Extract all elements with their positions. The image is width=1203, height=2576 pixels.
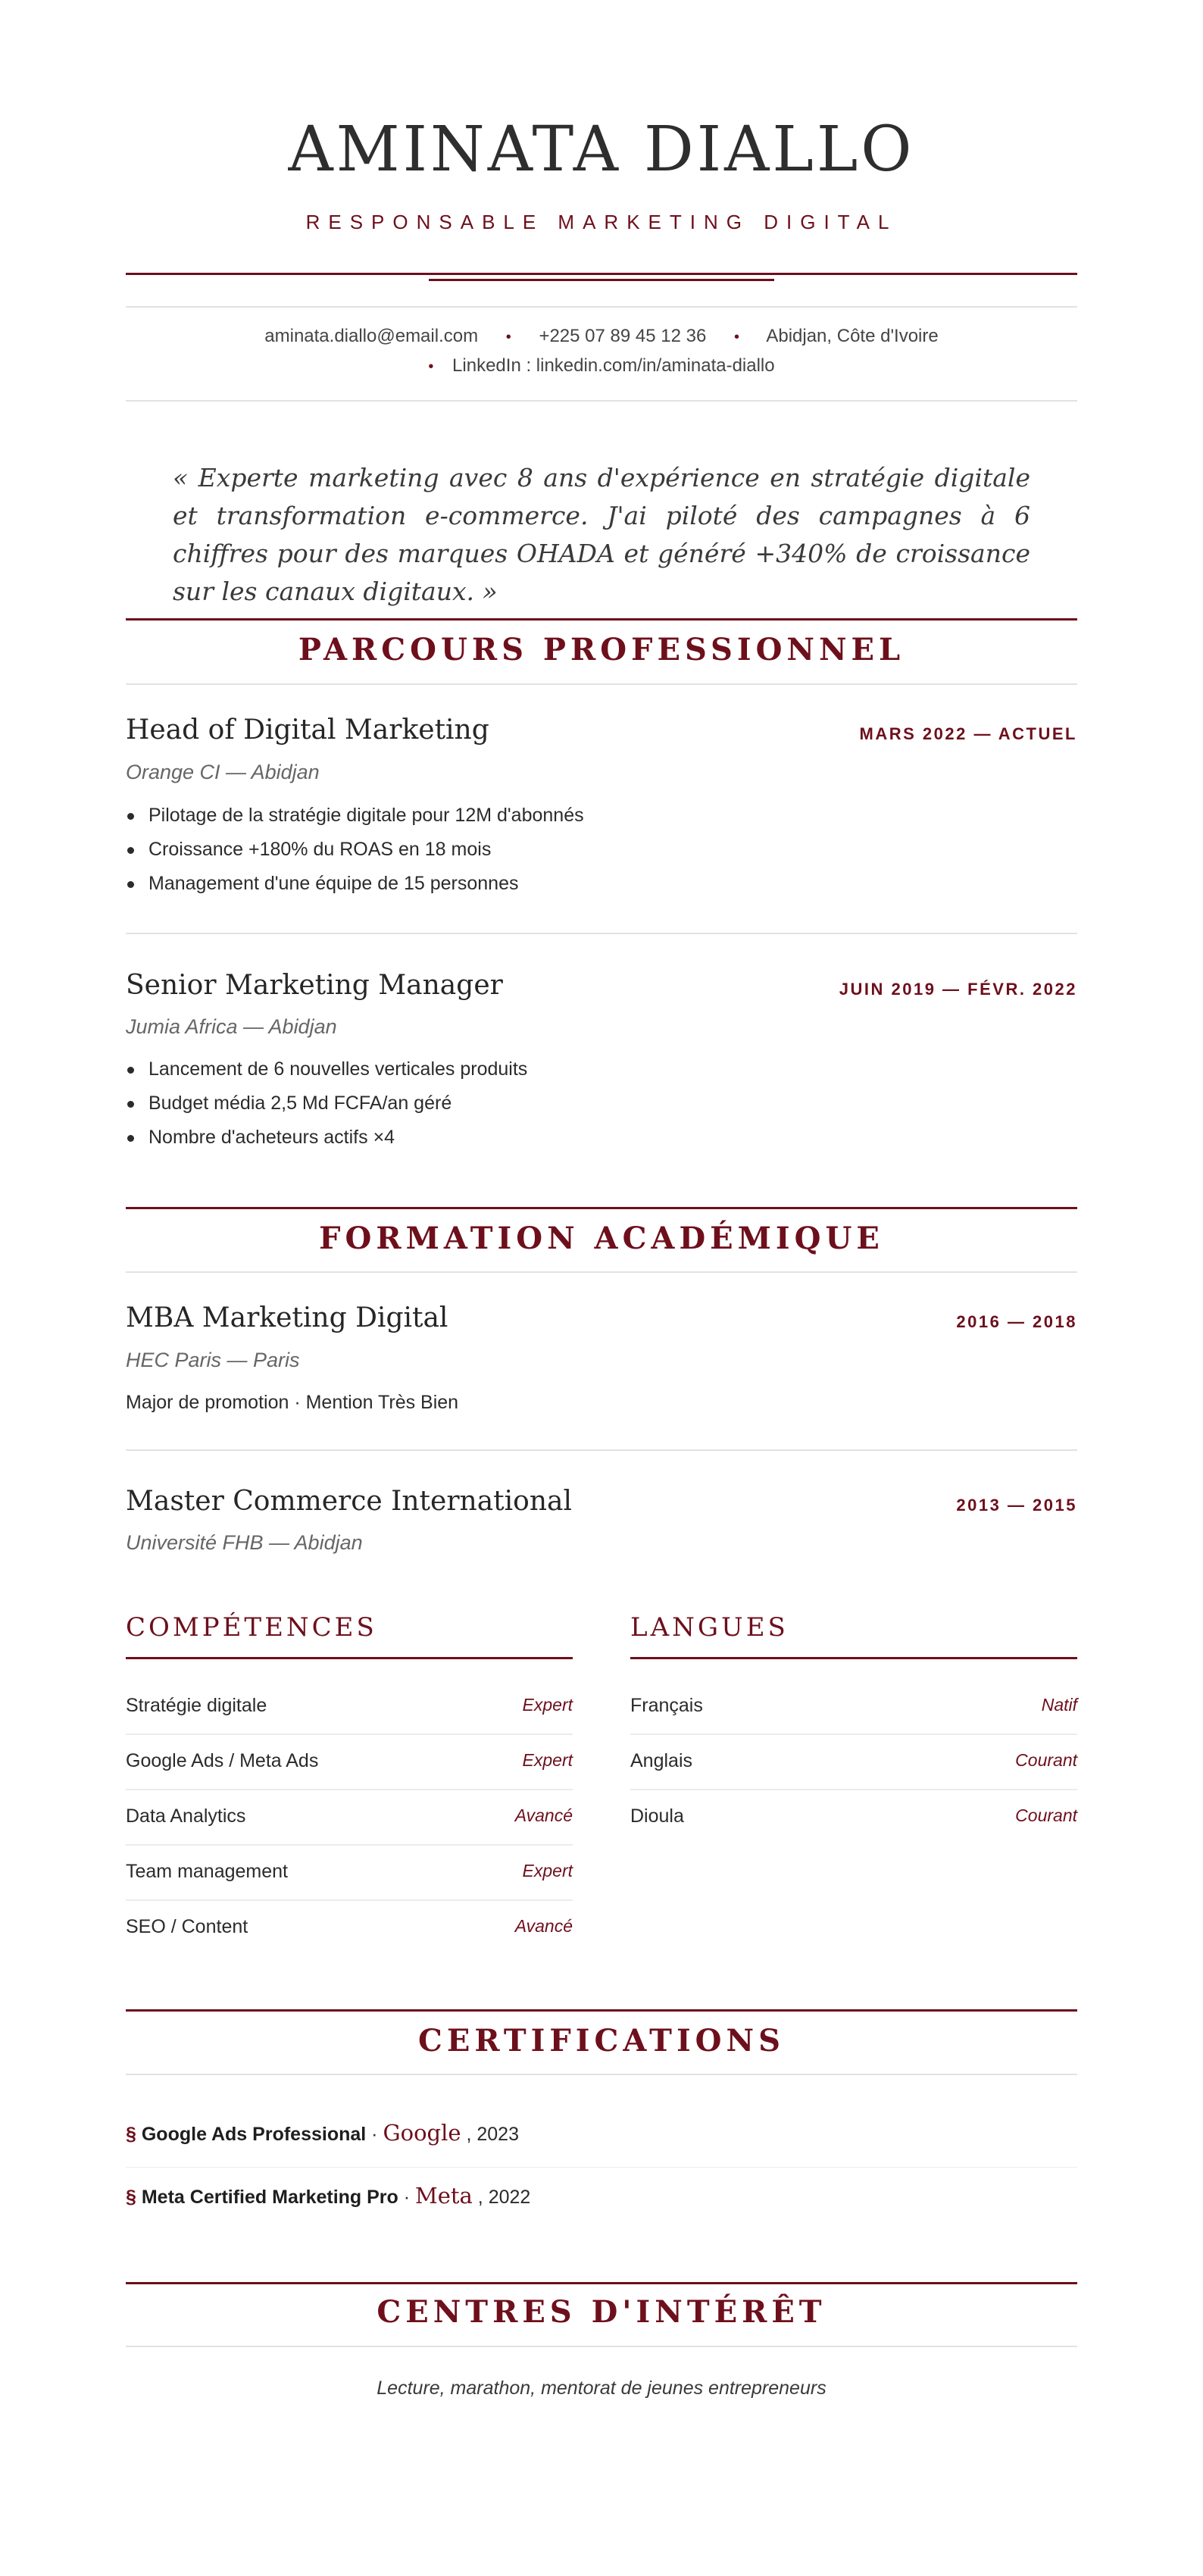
certification-year: , 2023 (466, 2124, 519, 2145)
skill-level: Avancé (514, 1805, 573, 1825)
skill-level: Expert (522, 1861, 573, 1880)
section-divider-light (126, 2074, 1077, 2075)
skills-divider (126, 1657, 573, 1659)
section-title-skills: COMPÉTENCES (126, 1612, 377, 1643)
list-item: Lancement de 6 nouvelles verticales produits (126, 1052, 527, 1086)
section-title-experience: PARCOURS PROFESSIONNEL (298, 632, 905, 667)
section-divider-light (126, 2346, 1077, 2347)
section-title-certifications: CERTIFICATIONS (418, 2023, 785, 2059)
degree-institution: Université FHB — Abidjan (126, 1531, 363, 1554)
header-divider (126, 273, 1077, 275)
skill-level: Expert (522, 1695, 573, 1715)
section-marker-icon: § (126, 2187, 136, 2208)
job-organization: Orange CI — Abidjan (126, 761, 320, 783)
section-title-education: FORMATION ACADÉMIQUE (319, 1221, 884, 1256)
list-item: Nombre d'acheteurs actifs ×4 (126, 1121, 527, 1155)
contact-location: Abidjan, Côte d'Ivoire (766, 326, 939, 346)
job-organization: Jumia Africa — Abidjan (126, 1015, 337, 1038)
profile-summary: « Experte marketing avec 8 ans d'expérience en stratégie digitale et transformation e-commerce. J'ai piloté des campagnes à 6 chiffres pour des marques OHADA et généré +340% de croissance sur les canaux digitaux. » (173, 463, 1030, 606)
languages-divider (630, 1657, 1077, 1659)
certification-item (126, 2120, 1077, 2182)
section-divider (126, 2282, 1077, 2284)
degree-dates: 2013 — 2015 (956, 1496, 1077, 1515)
entry-divider (126, 2167, 1077, 2168)
skill-row (126, 1680, 573, 1735)
language-row (630, 1680, 1077, 1735)
contact-line-2 (126, 355, 1077, 377)
job-title: Head of Digital Marketing (126, 714, 489, 746)
candidate-name: AMINATA DIALLO (288, 114, 915, 186)
language-level: Natif (1041, 1695, 1077, 1715)
certification-item (126, 2183, 1077, 2245)
section-divider (126, 2009, 1077, 2012)
contact-top-divider (126, 306, 1077, 308)
section-title-languages: LANGUES (630, 1612, 789, 1643)
candidate-title: RESPONSABLE MARKETING DIGITAL (305, 211, 898, 233)
interests-text: Lecture, marathon, mentorat de jeunes entrepreneurs (377, 2377, 826, 2399)
degree-dates: 2016 — 2018 (956, 1312, 1077, 1331)
degree-title: MBA Marketing Digital (126, 1302, 448, 1333)
job-title: Senior Marketing Manager (126, 970, 503, 1001)
contact-phone[interactable]: +225 07 89 45 12 36 (539, 326, 707, 346)
degree-institution: HEC Paris — Paris (126, 1349, 300, 1371)
list-item: Budget média 2,5 Md FCFA/an géré (126, 1086, 527, 1121)
contact-email[interactable]: aminata.diallo@email.com (264, 326, 479, 346)
degree-title: Master Commerce International (126, 1486, 572, 1517)
skill-level: Expert (522, 1750, 573, 1770)
skill-name: Team management (126, 1861, 289, 1882)
section-marker-icon: § (126, 2124, 136, 2145)
job-dates: MARS 2022 — ACTUEL (859, 724, 1077, 743)
bullet-separator: • (505, 329, 511, 345)
skill-row (126, 1790, 573, 1846)
skill-name: SEO / Content (126, 1916, 248, 1937)
skill-name: Stratégie digitale (126, 1695, 267, 1716)
entry-divider (126, 1449, 1077, 1451)
job-achievements (126, 799, 584, 901)
skill-name: Data Analytics (126, 1805, 246, 1827)
language-name: Anglais (630, 1750, 692, 1771)
contact-linkedin[interactable]: LinkedIn : linkedin.com/in/aminata-diallo (452, 355, 775, 376)
contact-line-1 (126, 326, 1077, 347)
certification-issuer: Meta (415, 2183, 473, 2209)
section-title-interests: CENTRES D'INTÉRÊT (377, 2294, 826, 2330)
certification-year: , 2022 (477, 2187, 531, 2208)
certification-separator: · (366, 2124, 383, 2145)
section-divider (126, 1207, 1077, 1209)
section-divider (126, 618, 1077, 621)
header-divider-accent (429, 279, 774, 281)
bullet-separator: • (428, 358, 434, 375)
list-item: Pilotage de la stratégie digitale pour 12M d'abonnés (126, 799, 584, 833)
certification-name: Google Ads Professional (141, 2124, 367, 2145)
job-achievements (126, 1052, 527, 1155)
language-name: Français (630, 1695, 703, 1716)
language-level: Courant (1015, 1750, 1077, 1770)
certification-separator: · (398, 2187, 416, 2208)
language-row (630, 1735, 1077, 1790)
bullet-separator: • (733, 329, 739, 345)
skill-name: Google Ads / Meta Ads (126, 1750, 319, 1771)
contact-bottom-divider (126, 400, 1077, 402)
section-divider-light (126, 683, 1077, 685)
language-row (630, 1790, 1077, 1846)
skill-row (126, 1735, 573, 1790)
section-divider-light (126, 1271, 1077, 1273)
language-level: Courant (1015, 1805, 1077, 1825)
list-item: Croissance +180% du ROAS en 18 mois (126, 833, 584, 867)
entry-divider (126, 933, 1077, 934)
list-item: Management d'une équipe de 15 personnes (126, 867, 584, 901)
language-name: Dioula (630, 1805, 684, 1827)
skill-row (126, 1901, 573, 1956)
skill-level: Avancé (514, 1916, 573, 1936)
certification-name: Meta Certified Marketing Pro (141, 2187, 398, 2208)
job-dates: JUIN 2019 — FÉVR. 2022 (839, 980, 1077, 999)
degree-note: Major de promotion · Mention Très Bien (126, 1392, 459, 1413)
certification-issuer: Google (383, 2120, 461, 2146)
skill-row (126, 1846, 573, 1901)
